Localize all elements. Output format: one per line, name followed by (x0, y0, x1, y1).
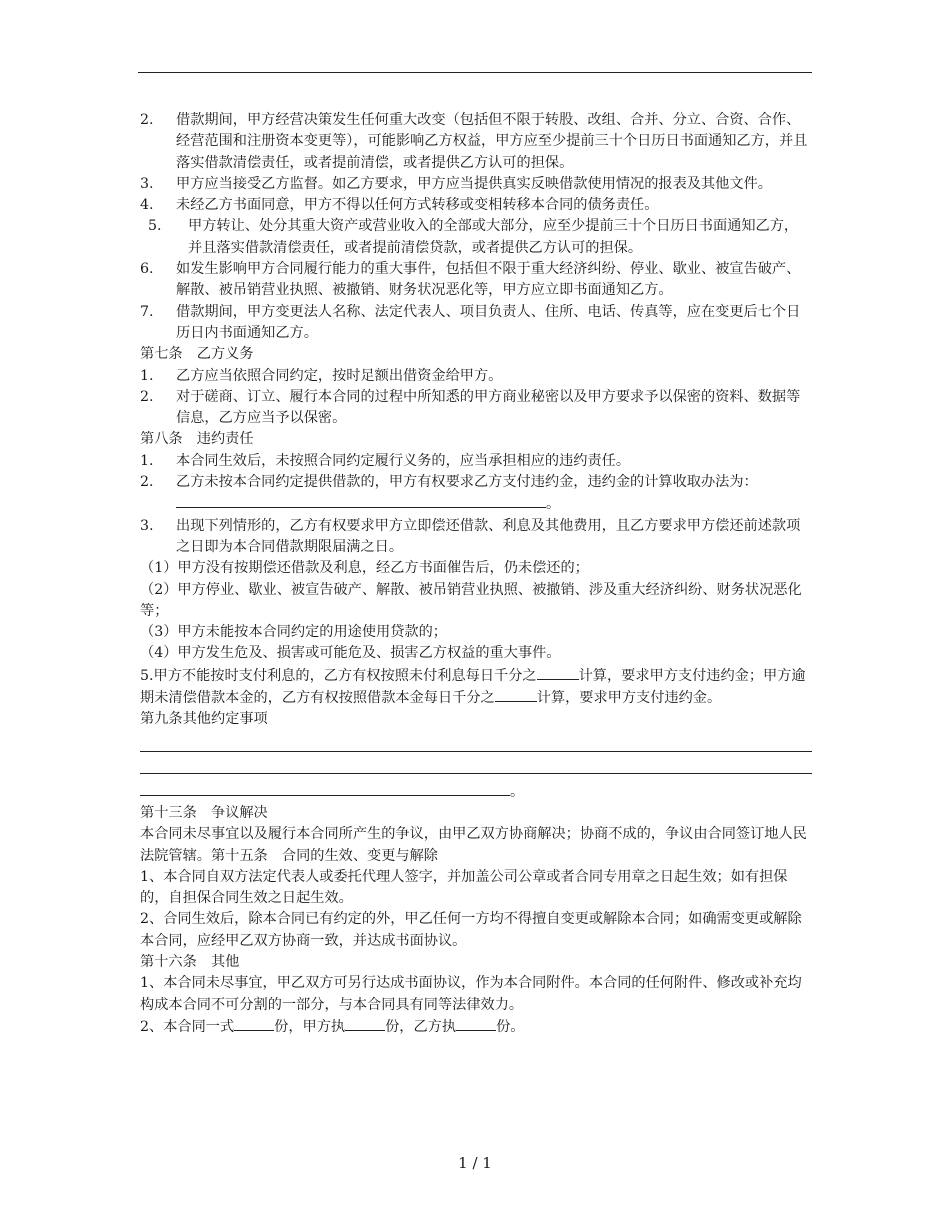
article-heading: 第十三条 争议解决 (140, 804, 268, 821)
paragraph: 1、本合同未尽事宜，甲乙双方可另行达成书面协议，作为本合同附件。本合同的任何附件、修改或补充均构成本合同不可分割的一部分，与本合同具有同等法律效力。 (140, 975, 802, 1013)
penalty-text-b: 计算，要求甲方支付违约金；甲方逾期未清偿借款本金的，乙方有权按照借款本金每日千分之 (140, 667, 806, 707)
clause-item (140, 302, 812, 345)
sub-item: （3）甲方未能按本合同约定的用途使用贷款的； (140, 624, 447, 641)
article-heading: 第九条其他约定事项 (140, 711, 268, 728)
clause-end: 。 (546, 496, 561, 513)
clause-item (140, 110, 812, 174)
clause-text: 甲方转让、处分其重大资产或营业收入的全部或大部分，应至少提前三十个日历日书面通知乙方，并且落实借款清偿责任，或者提前清偿贷款，或者提供乙方认可的担保。 (188, 218, 799, 256)
article-heading: 第十六条 其他 (140, 953, 240, 970)
clause-item (140, 387, 812, 430)
clause-number: 6. (140, 261, 154, 278)
blank-line (140, 731, 812, 752)
clause-number: 7. (140, 303, 154, 320)
fill-blank (537, 665, 579, 680)
sub-item: （1）甲方没有按期偿还借款及利息，经乙方书面催告后，仍未偿还的； (140, 560, 589, 577)
header-rule (138, 72, 812, 73)
clause-end: 。 (510, 783, 525, 800)
clause-number: 2. (140, 112, 154, 128)
clause-item (140, 366, 812, 387)
clause-text: 本合同生效后，未按照合同约定履行义务的，应当承担相应的违约责任。 (176, 452, 631, 469)
clause-number: 1. (140, 452, 154, 469)
fill-blank (176, 493, 546, 508)
article-heading: 第八条 违约责任 (140, 431, 254, 448)
clause-text: 甲方应当接受乙方监督。如乙方要求，甲方应当提供真实反映借款使用情况的报表及其他文件。 (176, 175, 772, 192)
contract-body (140, 110, 812, 1038)
clause-number: 4. (140, 197, 154, 214)
page-number: 1 / 1 (458, 1154, 492, 1172)
clause-text: 借款期间，甲方经营决策发生任何重大改变（包括但不限于转股、改组、合并、分立、合资、合作、经营范围和注册资本变更等），可能影响乙方权益，甲方应至少提前三十个日历日书面通知乙方，并且落实借款清偿责任，或者提前清偿，或者提供乙方认可的担保。 (176, 112, 808, 171)
paragraph: 本合同未尽事宜以及履行本合同所产生的争议，由甲乙双方协商解决；协商不成的，争议由合同签订地人民法院管辖。第十五条 合同的生效、变更与解除 (140, 826, 807, 864)
clause-text: 借款期间，甲方变更法人名称、法定代表人、项目负责人、住所、电话、传真等，应在变更后七个日历日内书面通知乙方。 (176, 303, 801, 341)
copies-text-c: 份，乙方执 (385, 1018, 457, 1035)
copies-text-d: 份。 (496, 1018, 525, 1035)
clause-number: 5. (148, 218, 162, 235)
article-heading: 第七条 乙方义务 (140, 346, 254, 363)
clause-item (140, 451, 812, 472)
clause-text: 对于磋商、订立、履行本合同的过程中所知悉的甲方商业秘密以及甲方要求予以保密的资料、数据等信息，乙方应当予以保密。 (176, 388, 801, 427)
sub-item: （4）甲方发生危及、损害或可能危及、损害乙方权益的重大事件。 (140, 645, 561, 662)
sub-item: （2）甲方停业、歇业、被宣告破产、解散、被吊销营业执照、被撤销、涉及重大经济纠纷、财务状况恶化等； (140, 581, 802, 619)
blank-line (140, 753, 812, 774)
penalty-text-c: 计算，要求甲方支付违约金。 (536, 690, 722, 707)
clause-item (140, 472, 812, 516)
clause-item (140, 195, 812, 216)
fill-blank (345, 1016, 385, 1031)
paragraph: 2、合同生效后，除本合同已有约定的外，甲乙任何一方均不得擅自变更或解除本合同；如确需变更或解除本合同，应经甲乙双方协商一致，并达成书面协议。 (140, 911, 802, 949)
fill-blank (495, 687, 537, 702)
penalty-text-a: 5.甲方不能按时支付利息的，乙方有权按照未付利息每日千分之 (140, 667, 537, 684)
penalty-clause (140, 665, 812, 710)
fill-blank (456, 1016, 496, 1031)
copies-text-b: 份，甲方执 (274, 1018, 346, 1035)
clause-text: 未经乙方书面同意，甲方不得以任何方式转移或变相转移本合同的债务责任。 (176, 197, 659, 214)
copies-text-a: 2、本合同一式 (140, 1018, 235, 1035)
clause-number: 3. (140, 517, 154, 534)
paragraph: 1、本合同自双方法定代表人或委托代理人签字，并加盖公司公章或者合同专用章之日起生效；如有担保的，自担保合同生效之日起生效。 (140, 868, 788, 907)
clause-text: 出现下列情形的，乙方有权要求甲方立即偿还借款、利息及其他费用，且乙方要求甲方偿还前述款项之日即为本合同借款期限届满之日。 (176, 517, 801, 555)
clause-number: 3. (140, 175, 154, 192)
clause-number: 1. (140, 367, 154, 384)
clause-number: 2. (140, 474, 154, 491)
clause-text: 乙方应当依照合同约定，按时足额出借资金给甲方。 (176, 367, 503, 384)
copies-clause (140, 1016, 812, 1038)
clause-item (140, 259, 812, 302)
clause-item (148, 216, 812, 259)
clause-text: 如发生影响甲方合同履行能力的重大事件，包括但不限于重大经济纠纷、停业、歇业、被宣告破产、解散、被吊销营业执照、被撤销、财务状况恶化等，甲方应立即书面通知乙方。 (176, 261, 801, 299)
fill-blank (140, 775, 510, 796)
clause-number: 2. (140, 388, 154, 405)
clause-item (140, 516, 812, 559)
clause-item (140, 174, 812, 195)
blank-line-last (140, 775, 812, 803)
fill-blank (234, 1016, 274, 1031)
clause-text: 乙方未按本合同约定提供借款的，甲方有权要求乙方支付违约金，违约金的计算收取办法为： (176, 474, 758, 491)
